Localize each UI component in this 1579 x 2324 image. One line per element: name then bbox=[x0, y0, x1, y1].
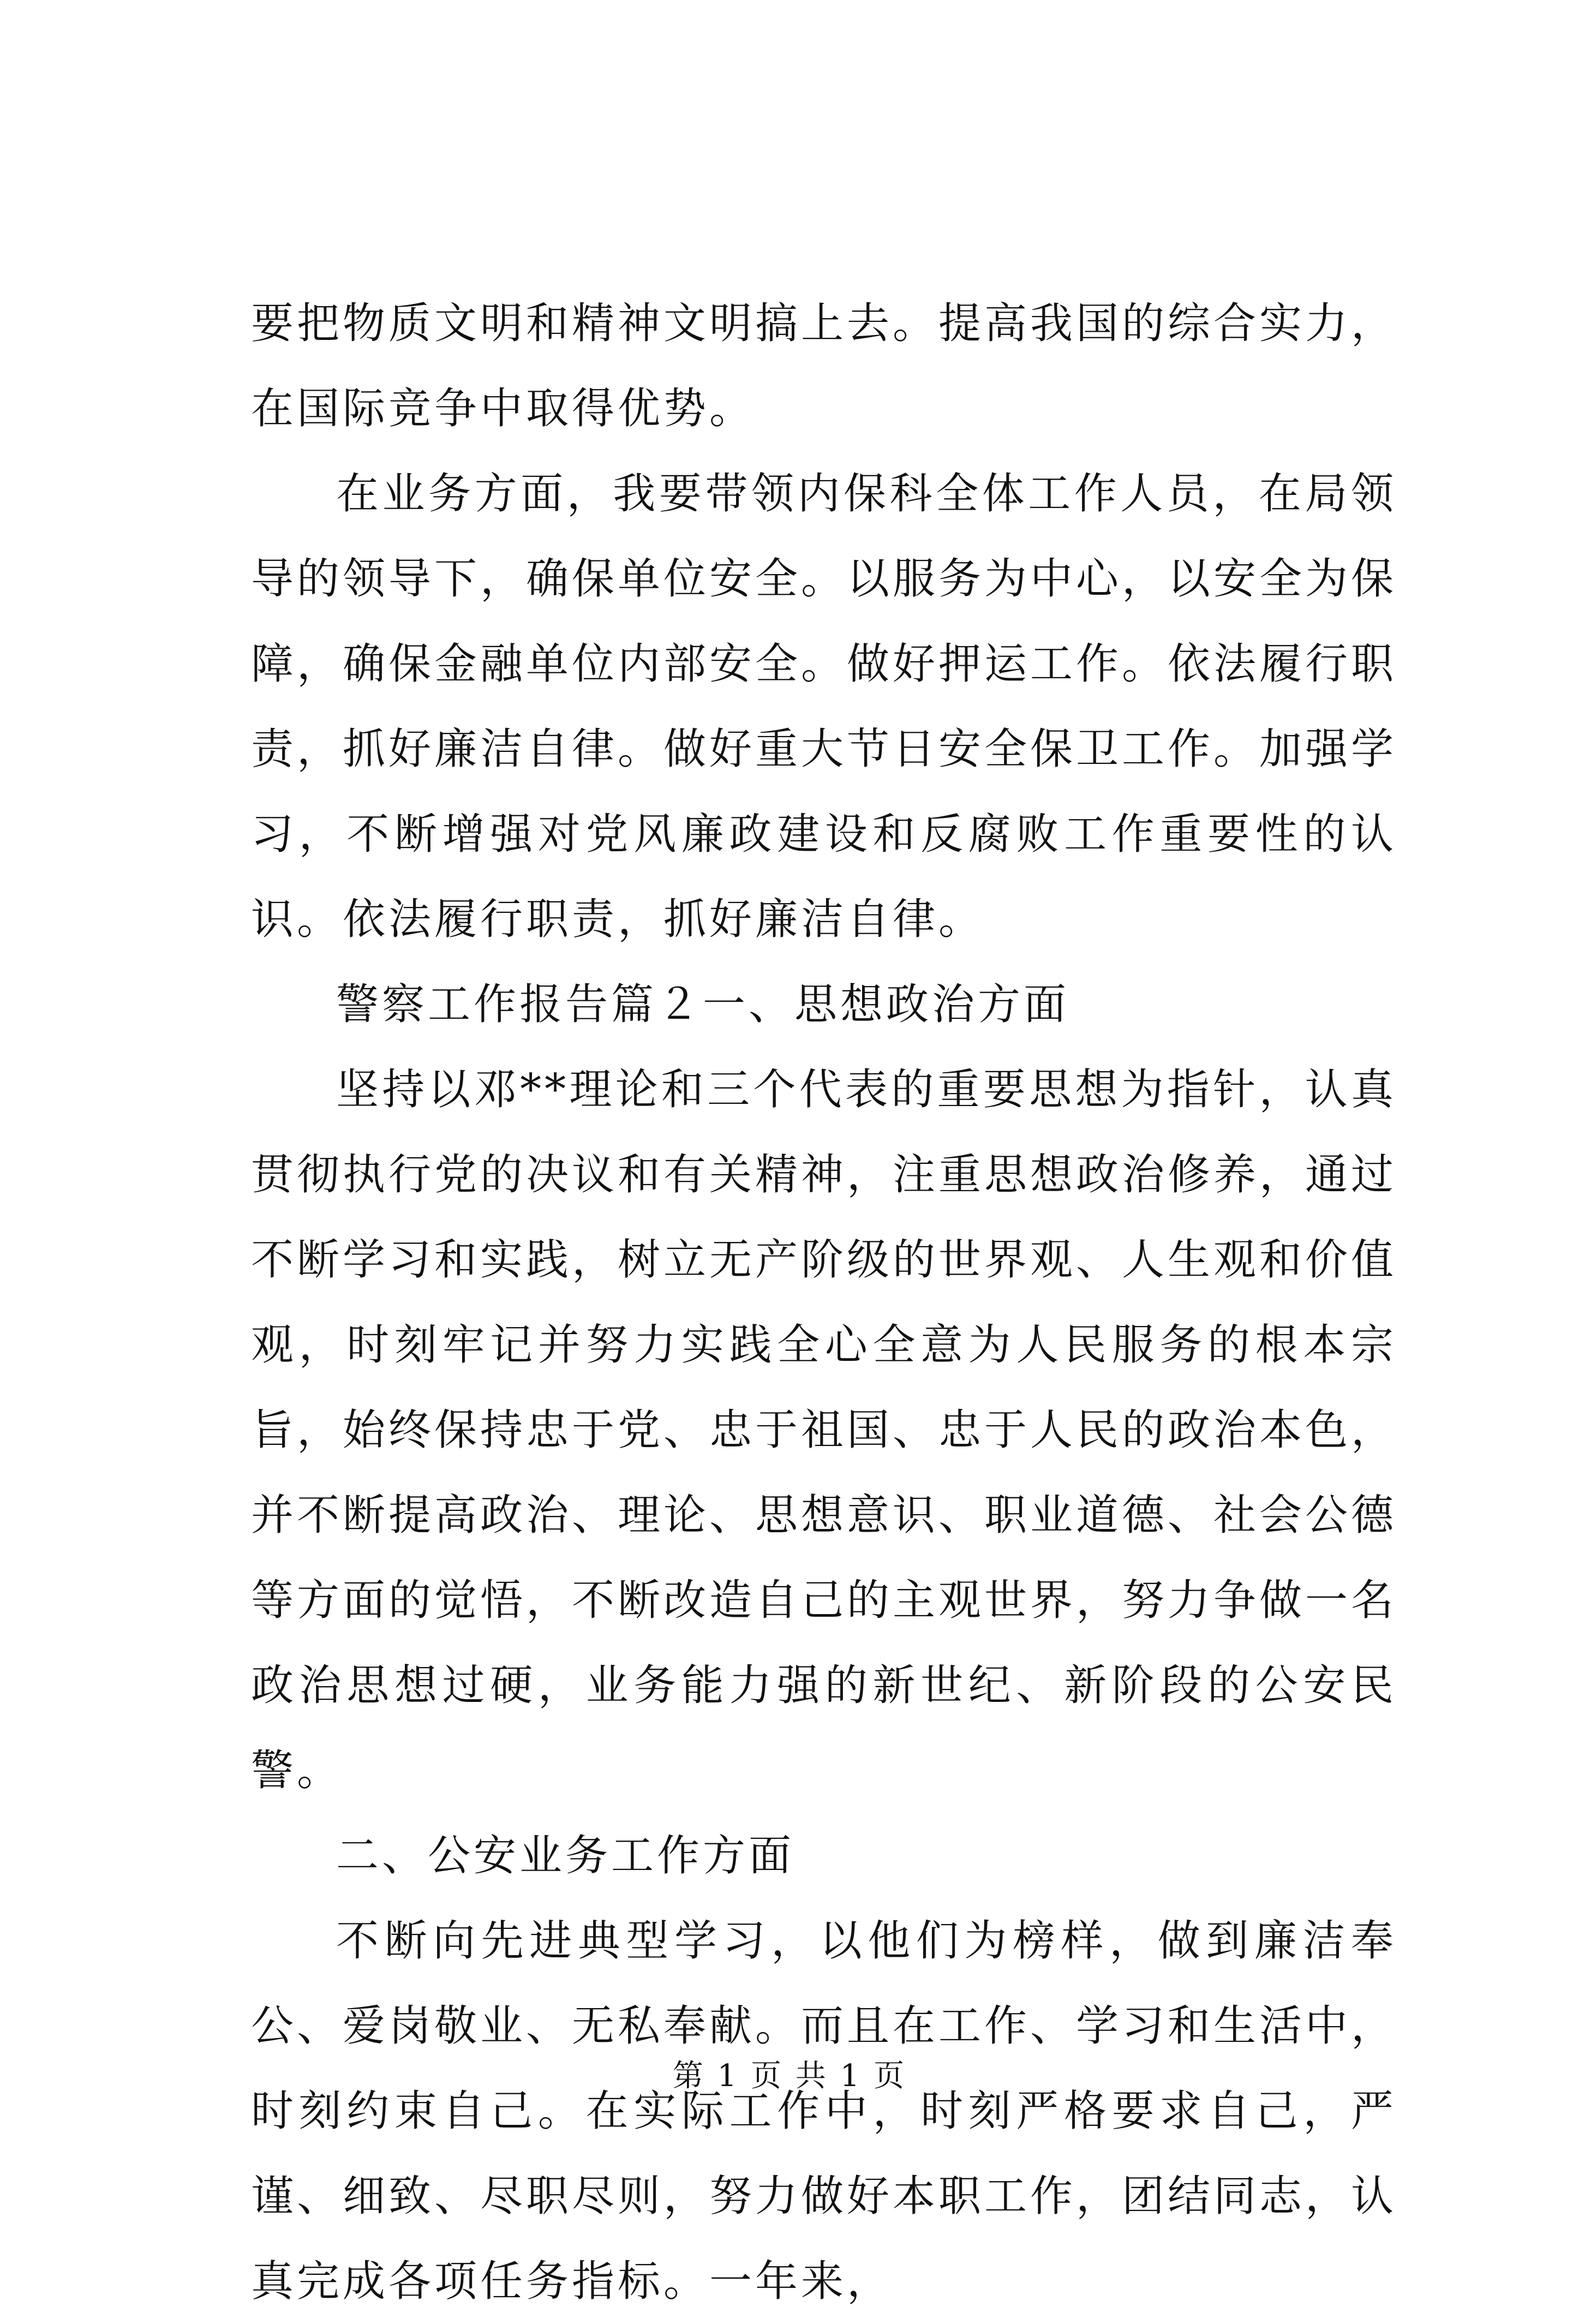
document-body bbox=[251, 281, 1397, 2324]
paragraph-4: 坚持以邓**理论和三个代表的重要思想为指针，认真贯彻执行党的决议和有关精神，注重思想政治修养，通过不断学习和实践，树立无产阶级的世界观、人生观和价值观，时刻牢记并努力实践全心全意为人民服务的根本宗旨，始终保持忠于党、忠于祖国、忠于人民的政治本色，并不断提高政治、理论、思想意识、职业道德、社会公德等方面的觉悟，不断改造自己的主观世界，努力争做一名政治思想过硬，业务能力强的新世纪、新阶段的公安民警。 bbox=[251, 1065, 1397, 1795]
paragraph-6: 不断向先进典型学习，以他们为榜样，做到廉洁奉公、爱岗敬业、无私奉献。而且在工作、学习和生活中，时刻约束自己。在实际工作中，时刻严格要求自己，严谨、细致、尽职尽则，努力做好本职工作，团结同志，认真完成各项任务指标。一年来， bbox=[251, 1916, 1397, 2306]
page-footer: 第 1 页 共 1 页 bbox=[672, 2058, 907, 2094]
paragraph-1: 要把物质文明和精神文明搞上去。提高我国的综合实力，在国际竞争中取得优势。 bbox=[251, 299, 1397, 433]
section-heading-report-2: 警察工作报告篇２一、思想政治方面 bbox=[336, 980, 1070, 1029]
paragraph-2: 在业务方面，我要带领内保科全体工作人员，在局领导的领导下，确保单位安全。以服务为中心，以安全为保障，确保金融单位内部安全。做好押运工作。依法履行职责，抓好廉洁自律。做好重大节日安全保卫工作。加强学习，不断增强对党风廉政建设和反腐败工作重要性的认识。依法履行职责，抓好廉洁自律。 bbox=[251, 469, 1397, 944]
section-heading-police-work: 二、公安业务工作方面 bbox=[336, 1831, 795, 1880]
